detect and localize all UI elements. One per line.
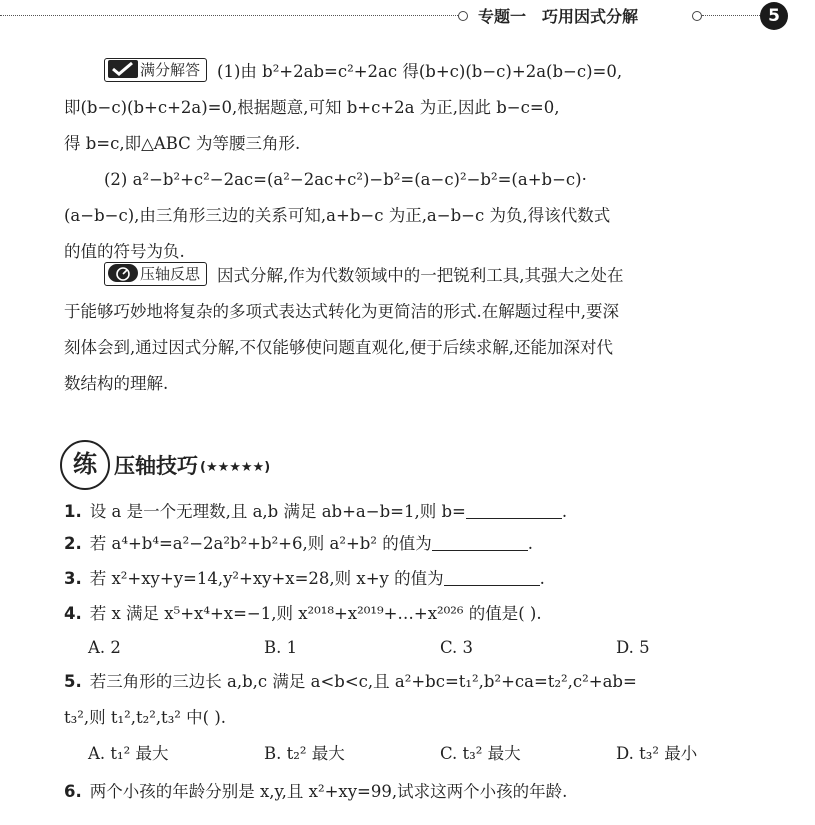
problem-2 xyxy=(64,528,784,560)
problem-5-options xyxy=(88,738,788,770)
answer-line-6: 的值的符号为负. xyxy=(64,242,185,261)
problem-4-options xyxy=(88,632,788,664)
problem-number: 1. xyxy=(64,502,82,521)
problem-tail: . xyxy=(539,569,545,588)
header-rule-right xyxy=(702,15,760,16)
option-a: A. t₁² 最大 xyxy=(88,744,169,763)
problem-tail: . xyxy=(561,502,568,521)
problem-text: 若 x 满足 x⁵+x⁴+x=−1,则 x²⁰¹⁸+x²⁰¹⁹+…+x²⁰²⁶ 的值是( ). xyxy=(89,604,542,623)
header-title xyxy=(478,4,638,27)
answer-line-3: 得 b=c,即△ABC 为等腰三角形. xyxy=(64,134,301,153)
answer-badge xyxy=(104,58,207,82)
section-title-text: 压轴技巧 xyxy=(114,454,198,478)
reflection-badge-label: 压轴反思 xyxy=(140,265,201,283)
option-b: B. 1 xyxy=(264,638,298,657)
answer-badge-label: 满分解答 xyxy=(140,61,201,79)
answer-blank xyxy=(444,569,540,586)
answer-blank xyxy=(432,534,528,551)
problem-number: 5. xyxy=(64,672,82,691)
option-a: A. 2 xyxy=(88,638,121,657)
option-d: D. 5 xyxy=(616,638,650,657)
reflection-line-1 xyxy=(64,258,764,294)
problem-3 xyxy=(64,563,784,595)
option-d: D. t₃² 最小 xyxy=(616,744,698,763)
answer-text-1: (1)由 b²+2ab=c²+2ac 得(b+c)(b−c)+2a(b−c)=0, xyxy=(217,62,623,81)
problem-number: 3. xyxy=(64,569,82,588)
gauge-icon xyxy=(108,264,138,282)
header-dot-right xyxy=(692,11,702,21)
problem-number: 4. xyxy=(64,604,82,623)
problem-text: 若三角形的三边长 a,b,c 满足 a<b<c,且 a²+bc=t₁²,b²+ca=t₂²,c²+ab= xyxy=(89,672,637,691)
answer-line-5: (a−b−c),由三角形三边的关系可知,a+b−c 为正,a−b−c 为负,得该代数式 xyxy=(64,206,611,225)
problem-text-continued: t₃²,则 t₁²,t₂²,t₃² 中( ). xyxy=(64,708,227,727)
practice-icon: 练 xyxy=(60,440,110,490)
option-b: B. t₂² 最大 xyxy=(264,744,345,763)
reflection-line-3: 刻体会到,通过因式分解,不仅能够使问题直观化,便于后续求解,还能加深对代 xyxy=(64,338,613,357)
problem-5-continued xyxy=(64,702,784,734)
reflection-line-4: 数结构的理解. xyxy=(64,374,169,393)
problem-tail: . xyxy=(527,534,533,553)
section-heading xyxy=(60,440,400,484)
reflection-text-1: 因式分解,作为代数领域中的一把锐利工具,其强大之处在 xyxy=(217,266,624,285)
problem-text: 设 a 是一个无理数,且 a,b 满足 ab+a−b=1,则 b= xyxy=(89,502,466,521)
page-number: 5 xyxy=(760,2,788,30)
reflection-line-2: 于能够巧妙地将复杂的多项式表达式转化为更简洁的形式.在解题过程中,要深 xyxy=(64,302,619,321)
problem-text: 若 x²+xy+y=14,y²+xy+x=28,则 x+y 的值为 xyxy=(89,569,444,588)
checkmark-icon xyxy=(108,60,138,78)
problem-text: 两个小孩的年龄分别是 x,y,且 x²+xy=99,试求这两个小孩的年龄. xyxy=(89,782,568,801)
page-header xyxy=(0,0,815,34)
header-topic: 专题一 xyxy=(478,7,527,26)
option-c: C. t₃² 最大 xyxy=(440,744,521,763)
problem-number: 2. xyxy=(64,534,82,553)
answer-line-1 xyxy=(104,54,764,90)
answer-line-2: 即(b−c)(b+c+2a)=0,根据题意,可知 b+c+2a 为正,因此 b−c=0, xyxy=(64,98,560,117)
header-chapter-title: 巧用因式分解 xyxy=(542,7,639,26)
header-dot-left xyxy=(458,11,468,21)
header-rule-left xyxy=(0,15,460,16)
problem-6 xyxy=(64,776,784,808)
answer-blank xyxy=(466,502,562,519)
difficulty-stars: (★★★★★) xyxy=(200,460,271,475)
reflection-block xyxy=(64,258,764,402)
option-c: C. 3 xyxy=(440,638,474,657)
problem-text: 若 a⁴+b⁴=a²−2a²b²+b²+6,则 a²+b² 的值为 xyxy=(89,534,432,553)
answer-line-4: (2) a²−b²+c²−2ac=(a²−2ac+c²)−b²=(a−c)²−b²=(a+b−c)· xyxy=(104,170,587,189)
problem-5 xyxy=(64,666,784,698)
problem-1 xyxy=(64,496,784,528)
section-title xyxy=(114,450,270,480)
problem-4 xyxy=(64,598,784,630)
problem-number: 6. xyxy=(64,782,82,801)
reflection-badge xyxy=(104,262,207,286)
answer-block xyxy=(64,54,764,270)
